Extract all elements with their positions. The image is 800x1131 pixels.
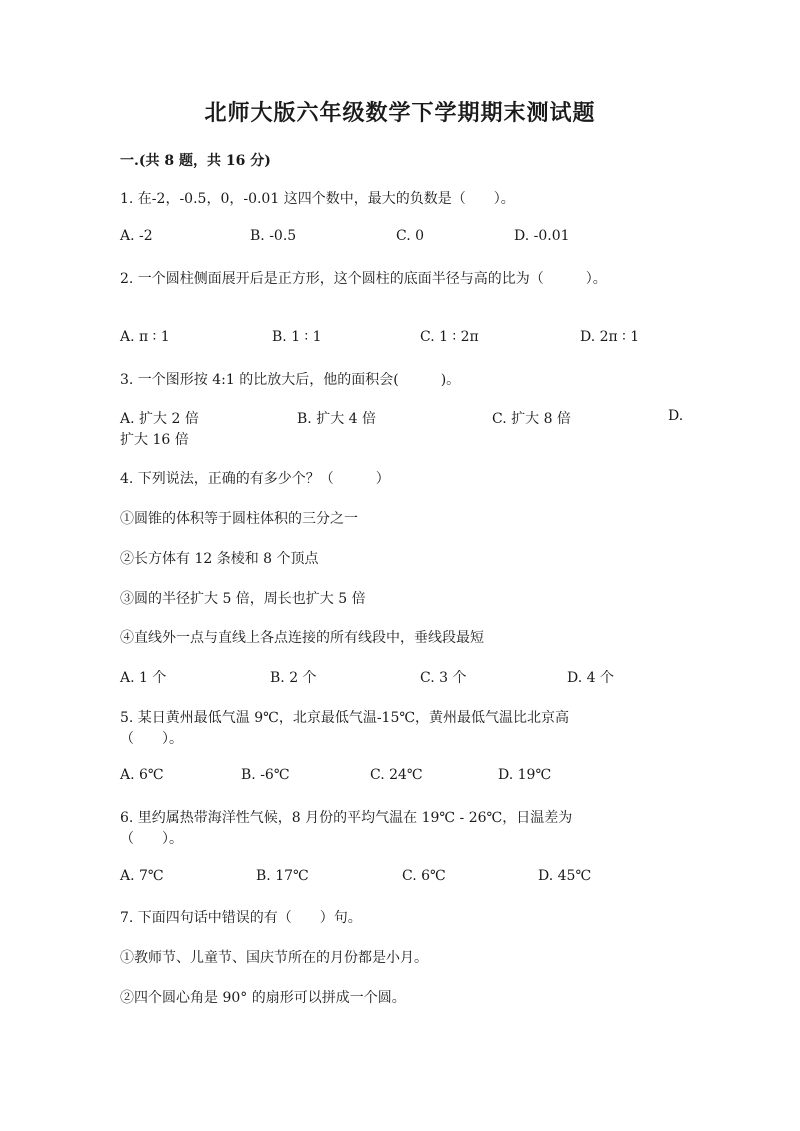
section-header: 一.(共 8 题，共 16 分) (120, 153, 271, 169)
question-5-stem-cont: （ ）。 (120, 731, 183, 747)
q7-statement-1: ①教师节、儿童节、国庆节所在的月份都是小月。 (120, 950, 428, 966)
q4-option-c: C. 3 个 (420, 670, 467, 686)
q6-option-b: B. 17℃ (256, 868, 309, 884)
q4-option-d: D. 4 个 (567, 670, 614, 686)
q1-option-c: C. 0 (396, 228, 425, 244)
q1-option-a: A. -2 (120, 228, 153, 244)
q4-statement-2: ②长方体有 12 条棱和 8 个顶点 (120, 551, 319, 567)
q5-option-b: B. -6℃ (241, 767, 290, 783)
q4-option-a: A. 1 个 (120, 670, 167, 686)
q6-option-a: A. 7℃ (120, 868, 164, 884)
page-title: 北师大版六年级数学下学期期末测试题 (204, 100, 596, 126)
question-1-stem: 1. 在-2，-0.5，0，-0.01 这四个数中，最大的负数是（ ）。 (120, 191, 515, 207)
q5-option-d: D. 19℃ (498, 767, 552, 783)
q1-option-d: D. -0.01 (514, 228, 570, 244)
q2-option-a: A. π ∶ 1 (120, 329, 170, 345)
q3-option-c: C. 扩大 8 倍 (492, 411, 571, 427)
q4-statement-3: ③圆的半径扩大 5 倍，周长也扩大 5 倍 (120, 591, 366, 607)
q4-statement-1: ①圆锥的体积等于圆柱体积的三分之一 (120, 511, 358, 527)
q2-option-b: B. 1 ∶ 1 (272, 329, 322, 345)
q3-option-d-text: 扩大 16 倍 (120, 432, 189, 448)
q4-option-b: B. 2 个 (270, 670, 317, 686)
q3-option-b: B. 扩大 4 倍 (297, 411, 376, 427)
question-3-stem: 3. 一个图形按 4:1 的比放大后，他的面积会( )。 (120, 372, 461, 388)
question-4-stem: 4. 下列说法，正确的有多少个？（ ） (120, 471, 390, 487)
q7-statement-2: ②四个圆心角是 90° 的扇形可以拼成一个圆。 (120, 990, 406, 1006)
question-6-stem: 6. 里约属热带海洋性气候，8 月份的平均气温在 19℃ - 26℃，日温差为 (120, 810, 573, 826)
q3-option-a: A. 扩大 2 倍 (120, 411, 199, 427)
question-6-stem-cont: （ ）。 (120, 831, 183, 847)
q5-option-a: A. 6℃ (120, 767, 164, 783)
q2-option-c: C. 1 ∶ 2π (420, 329, 479, 345)
q6-option-d: D. 45℃ (538, 868, 592, 884)
q4-statement-4: ④直线外一点与直线上各点连接的所有线段中，垂线段最短 (120, 630, 484, 646)
q5-option-c: C. 24℃ (370, 767, 423, 783)
q1-option-b: B. -0.5 (250, 228, 297, 244)
q2-option-d: D. 2π ∶ 1 (580, 329, 640, 345)
q3-option-d: D. (668, 408, 684, 424)
q6-option-c: C. 6℃ (402, 868, 446, 884)
question-2-stem: 2. 一个圆柱侧面展开后是正方形，这个圆柱的底面半径与高的比为（ ）。 (120, 271, 607, 287)
question-5-stem: 5. 某日黄州最低气温 9℃，北京最低气温-15℃，黄州最低气温比北京高 (120, 710, 570, 726)
question-7-stem: 7. 下面四句话中错误的有（ ）句。 (120, 910, 362, 926)
